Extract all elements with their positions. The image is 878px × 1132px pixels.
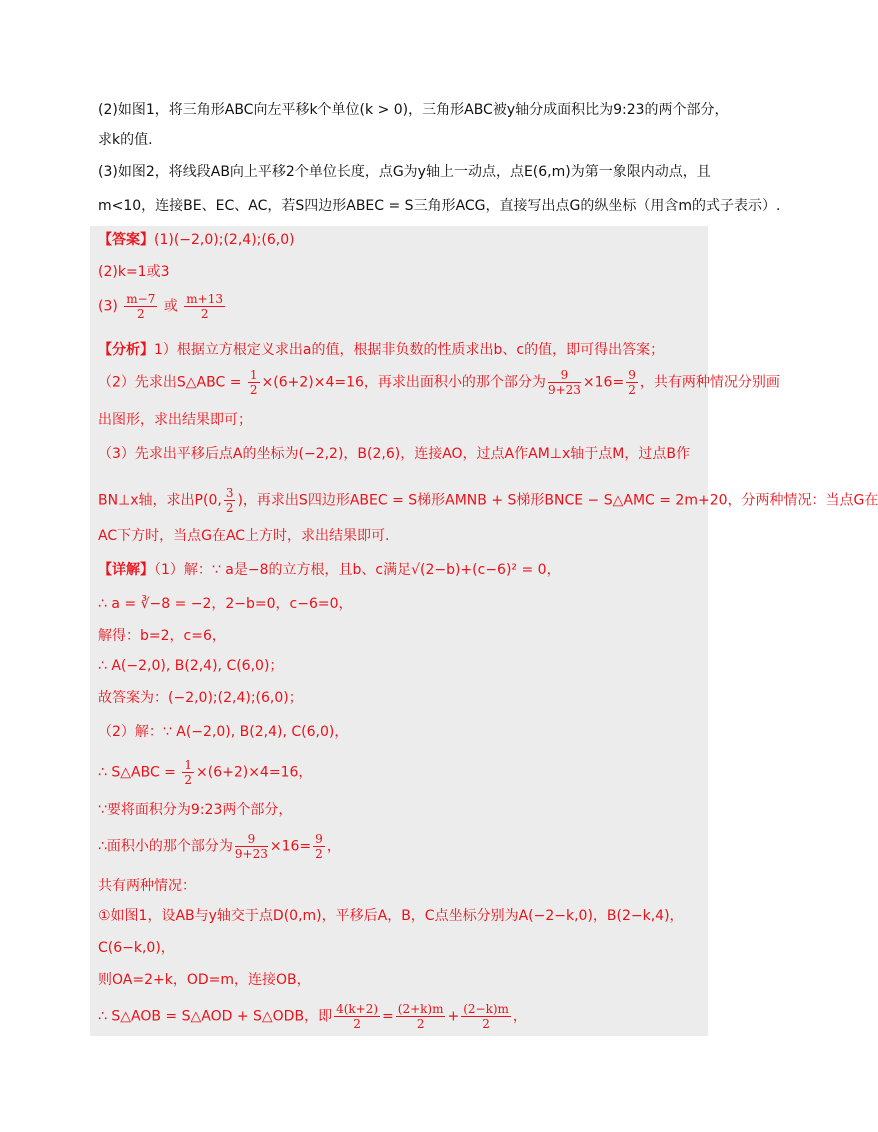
- answer-tag: 【答案】: [98, 232, 154, 248]
- analysis-line-1: 【分析】1）根据立方根定义求出a的值，根据非负数的性质求出b、c的值，即可得出答案；: [98, 342, 665, 358]
- detail-line-14: ∴ S△AOB = S△AOD + S△ODB，即 $\frac{4(k+2)}{2}$ = $\frac{(2+k)m}{2}$ + $\frac{(2-k)m}{2}$ ，: [98, 1002, 527, 1031]
- analysis-line-3: 出图形，求出结果即可；: [98, 412, 252, 428]
- detail-line-2: ∴ a = ∛−8 = −2，2−b=0，c−6=0，: [98, 596, 353, 612]
- answer-line-1: [98, 230, 706, 250]
- detail-line-12: C(6−k,0)，: [98, 940, 175, 956]
- answer-3-or: 或: [163, 298, 178, 315]
- analysis-line-6: AC下方时，当点G在AC上方时，求出结果即可.: [98, 528, 390, 544]
- detail-line-3: 解得：b=2，c=6，: [98, 628, 226, 644]
- question-2-line-1: (2)如图1，将三角形ABC向左平移k个单位(k > 0)，三角形ABC被y轴分成面积比为9:23的两个部分，: [98, 102, 729, 118]
- analysis-line-5: BN⊥x轴，求出P(0, $\frac{3}{2}$ )，再求出S四边形ABEC = S梯形AMNB + S梯形BNCE − S△AMC = 2m+20，分两种情况：当点G在: [98, 486, 878, 515]
- detail-line-10: 共有两种情况：: [98, 878, 196, 894]
- detail-line-5: 故答案为：(−2,0);(2,4);(6,0)；: [98, 690, 303, 706]
- answer-3-prefix: (3): [98, 298, 118, 315]
- detail-line-7: ∴ S△ABC = $\frac{1}{2}$ ×(6+2)×4=16，: [98, 758, 313, 787]
- question-3-line-1: (3)如图2，将线段AB向上平移2个单位长度，点G为y轴上一动点，点E(6,m)为第一象限内动点，且: [98, 164, 711, 180]
- answer-3-fraction-2: $\frac{m+13}{2}$: [186, 292, 223, 321]
- answer-2: (2)k=1或3: [98, 264, 170, 280]
- analysis-line-4: （3）先求出平移后点A的坐标为(−2,2)，B(2,6)，连接AO，过点A作AM⊥x轴于点M，过点B作: [98, 446, 690, 462]
- question-2-line-2: 求k的值.: [98, 132, 153, 148]
- analysis-tag: 【分析】: [98, 342, 154, 358]
- detail-line-1: 【详解】（1）解：∵ a是−8的立方根，且b、c满足√(2−b)+(c−6)² = 0，: [98, 562, 561, 578]
- analysis-line-2: （2）先求出S△ABC = $\frac{1}{2}$ ×(6+2)×4=16，再求出面积小的那个部分为 $\frac{9}{9+23}$ ×16= $\frac{9}{2}$ ，共有两种情况分别画: [98, 368, 780, 397]
- answer-1: (1)(−2,0);(2,4);(6,0): [154, 232, 295, 248]
- detail-line-8: ∵要将面积分为9:23两个部分，: [98, 802, 293, 818]
- detail-line-11: ①如图1，设AB与y轴交于点D(0,m)，平移后A，B，C点坐标分别为A(−2−k,0)，B(2−k,4)，: [98, 908, 684, 924]
- answer-3-fraction-1: $\frac{m-7}{2}$: [126, 292, 156, 321]
- detail-line-13: 则OA=2+k，OD=m，连接OB，: [98, 972, 311, 988]
- detail-tag: 【详解】: [98, 562, 154, 578]
- detail-line-4: ∴ A(−2,0), B(2,4), C(6,0)；: [98, 658, 284, 674]
- question-3-line-2: m<10，连接BE、EC、AC，若S四边形ABEC = S三角形ACG，直接写出点G的纵坐标（用含m的式子表示）.: [98, 198, 781, 214]
- detail-line-6: （2）解：∵ A(−2,0), B(2,4), C(6,0)，: [98, 724, 349, 740]
- detail-line-9: ∴面积小的那个部分为 $\frac{9}{9+23}$ ×16= $\frac{9}{2}$ ，: [98, 832, 341, 861]
- answer-line-3: [98, 292, 706, 321]
